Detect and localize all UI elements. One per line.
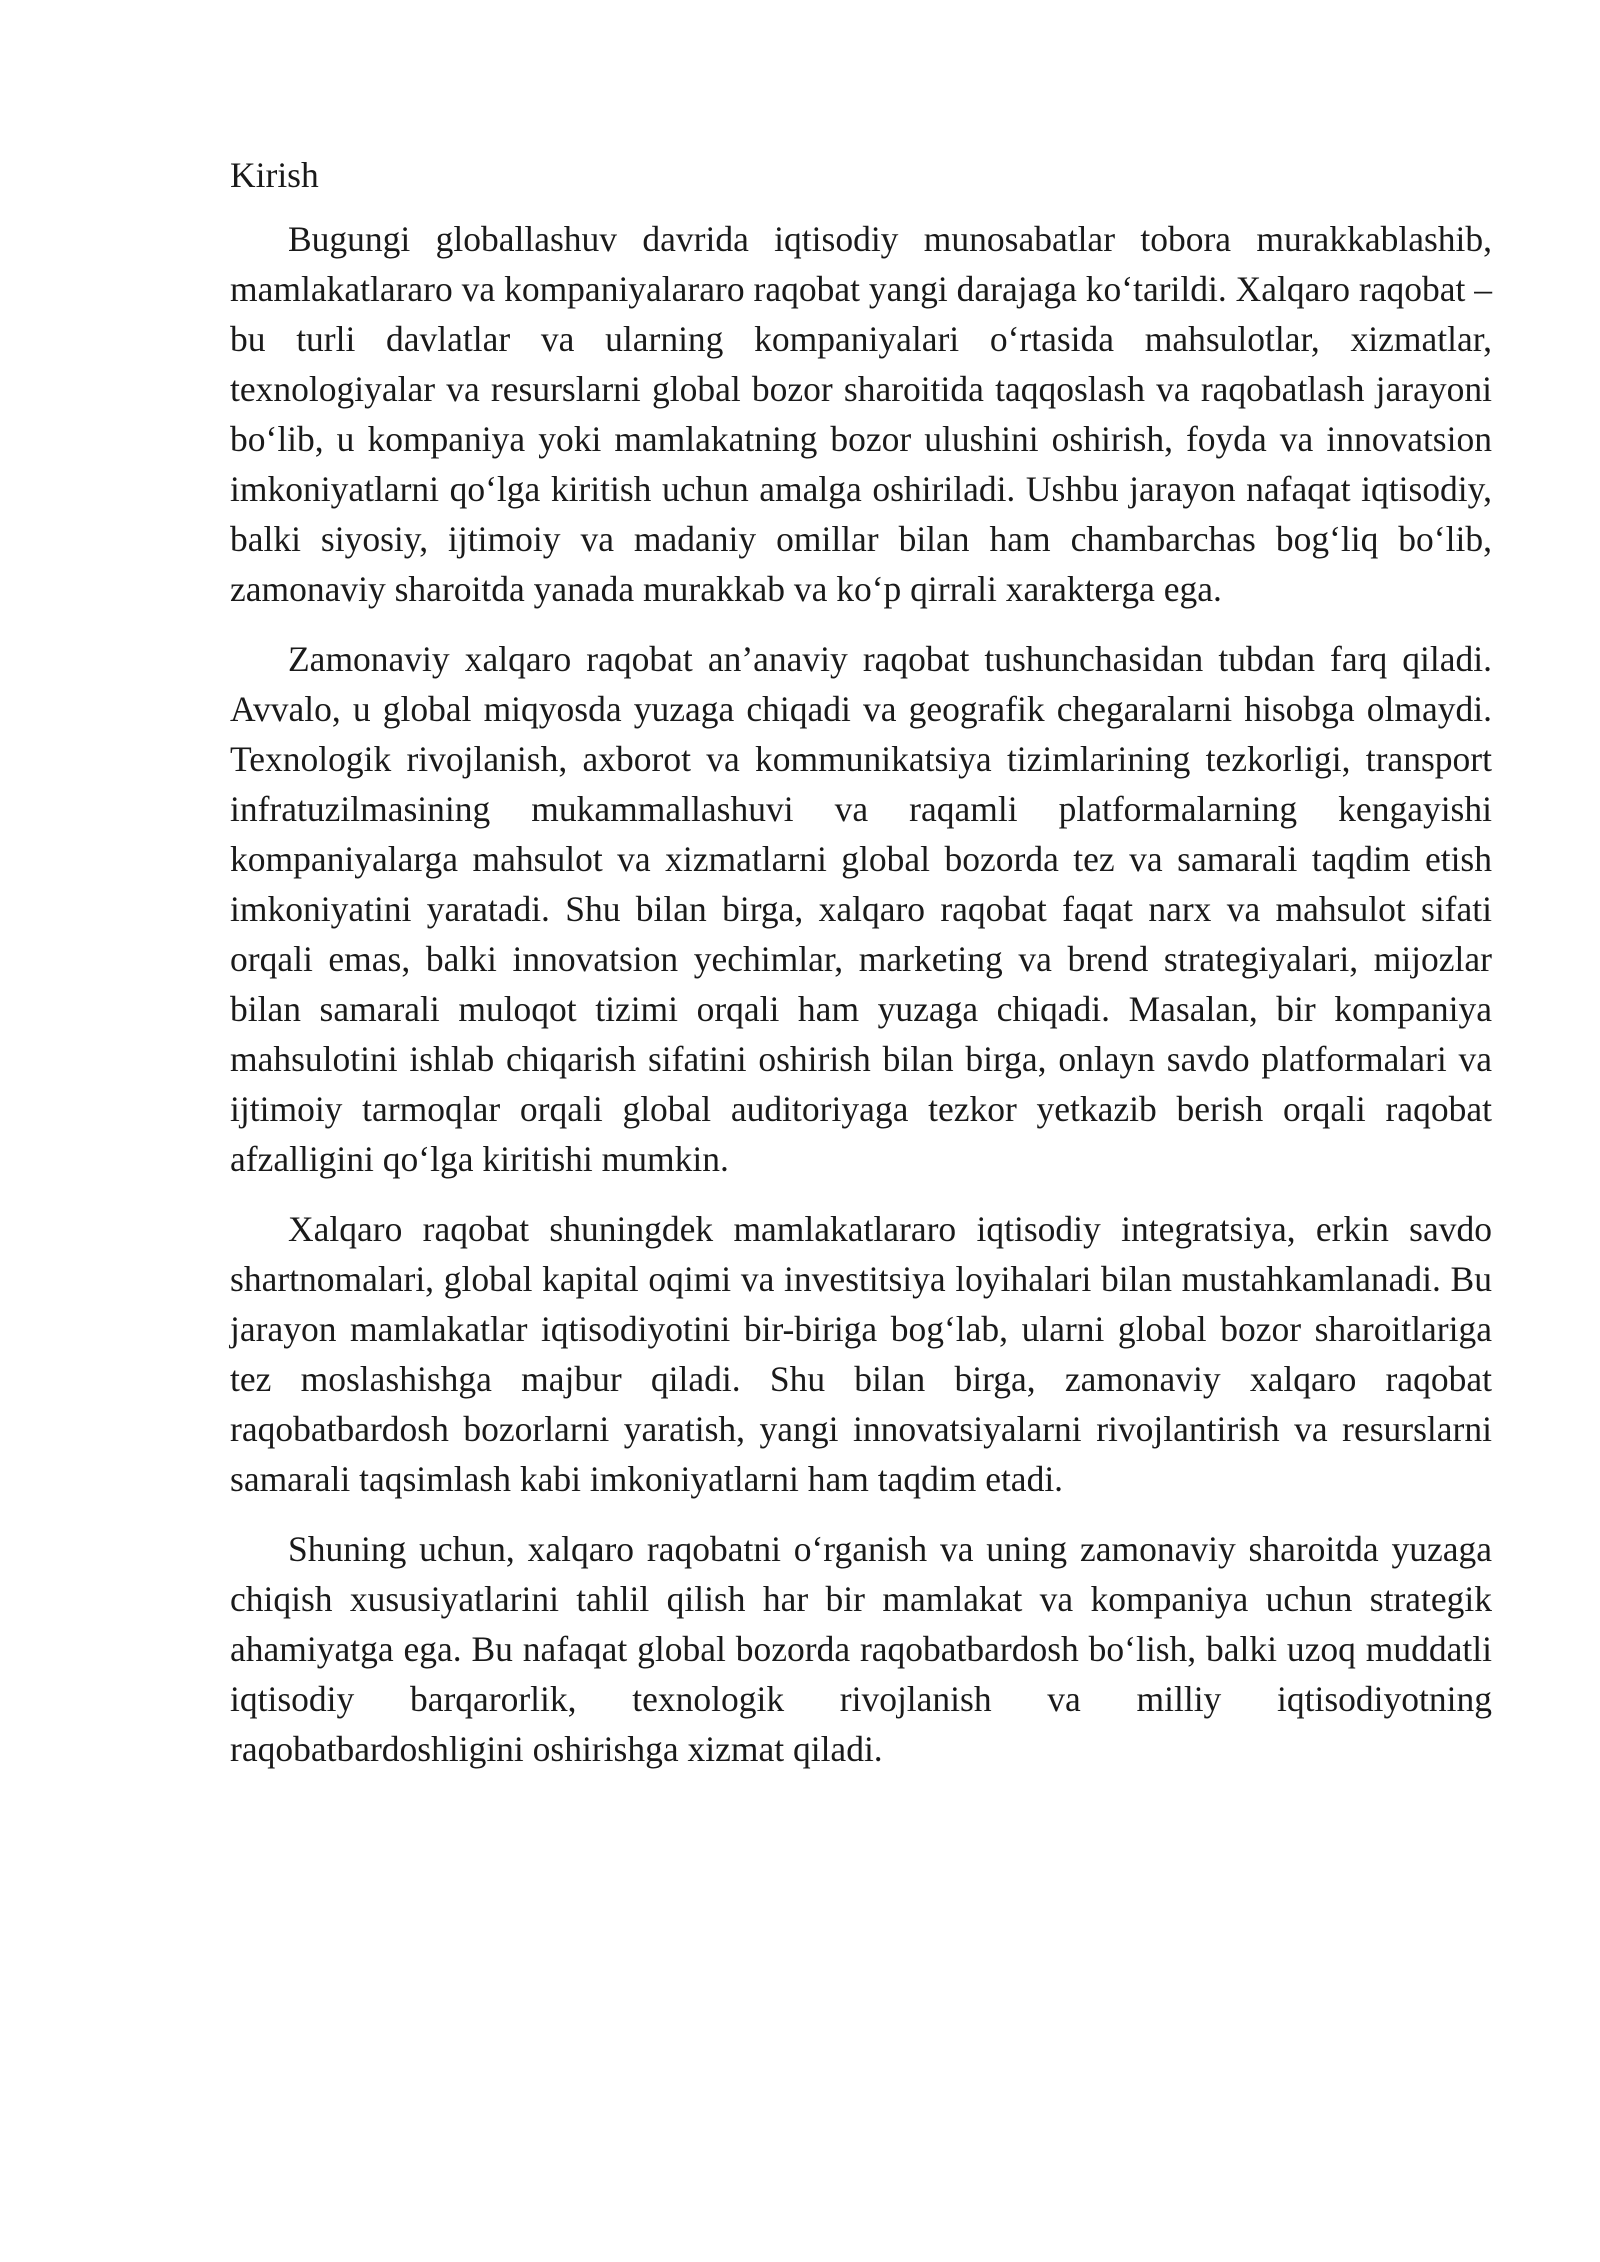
paragraph-3: Xalqaro raqobat shuningdek mamlakatlararo iqtisodiy integratsiya, erkin savdo shartnomalari, global kapital oqimi va investitsiya loyihalari bilan mustahkamlanadi. Bu jarayon mamlakatlar iqtisodiyotini bir-biriga bogʻlab, ularni global bozor sharoitlariga tez moslashishga majbur qiladi. Shu bilan birga, zamonaviy xalqaro raqobat raqobatbardosh bozorlarni yaratish, yangi innovatsiyalarni rivojlantirish va resurslarni samarali taqsimlash kabi imkoniyatlarni ham taqdim etadi. [230, 1209, 1492, 1499]
paragraph-1: Bugungi globallashuv davrida iqtisodiy munosabatlar tobora murakkablashib, mamlakatlararo va kompaniyalararo raqobat yangi darajaga koʻtarildi. Xalqaro raqobat – bu turli davlatlar va ularning kompaniyalari oʻrtasida mahsulotlar, xizmatlar, texnologiyalar va resurslarni global bozor sharoitida taqqoslash va raqobatlash jarayoni boʻlib, u kompaniya yoki mamlakatning bozor ulushini oshirish, foyda va innovatsion imkoniyatlarni qoʻlga kiritish uchun amalga oshiriladi. Ushbu jarayon nafaqat iqtisodiy, balki siyosiy, ijtimoiy va madaniy omillar bilan ham chambarchas bogʻliq boʻlib, zamonaviy sharoitda yanada murakkab va koʻp qirrali xarakterga ega. [230, 219, 1492, 609]
paragraph-4: Shuning uchun, xalqaro raqobatni oʻrganish va uning zamonaviy sharoitda yuzaga chiqish xususiyatlarini tahlil qilish har bir mamlakat va kompaniya uchun strategik ahamiyatga ega. Bu nafaqat global bozorda raqobatbardosh boʻlish, balki uzoq muddatli iqtisodiy barqarorlik, texnologik rivojlanish va milliy iqtisodiyotning raqobatbardoshligini oshirishga xizmat qiladi. [230, 1529, 1492, 1769]
section-heading: Kirish [230, 155, 319, 195]
paragraph-2: Zamonaviy xalqaro raqobat an’anaviy raqobat tushunchasidan tubdan farq qiladi. Avvalo, u global miqyosda yuzaga chiqadi va geografik chegaralarni hisobga olmaydi. Texnologik rivojlanish, axborot va kommunikatsiya tizimlarining tezkorligi, transport infratuzilmasining mukammallashuvi va raqamli platformalarning kengayishi kompaniyalarga mahsulot va xizmatlarni global bozorda tez va samarali taqdim etish imkoniyatini yaratadi. Shu bilan birga, xalqaro raqobat faqat narx va mahsulot sifati orqali emas, balki innovatsion yechimlar, marketing va brend strategiyalari, mijozlar bilan samarali muloqot tizimi orqali ham yuzaga chiqadi. Masalan, bir kompaniya mahsulotini ishlab chiqarish sifatini oshirish bilan birga, onlayn savdo platformalari va ijtimoiy tarmoqlar orqali global auditoriyaga tezkor yetkazib berish orqali raqobat afzalligini qoʻlga kiritishi mumkin. [230, 639, 1492, 1179]
document-body [230, 150, 1492, 1794]
